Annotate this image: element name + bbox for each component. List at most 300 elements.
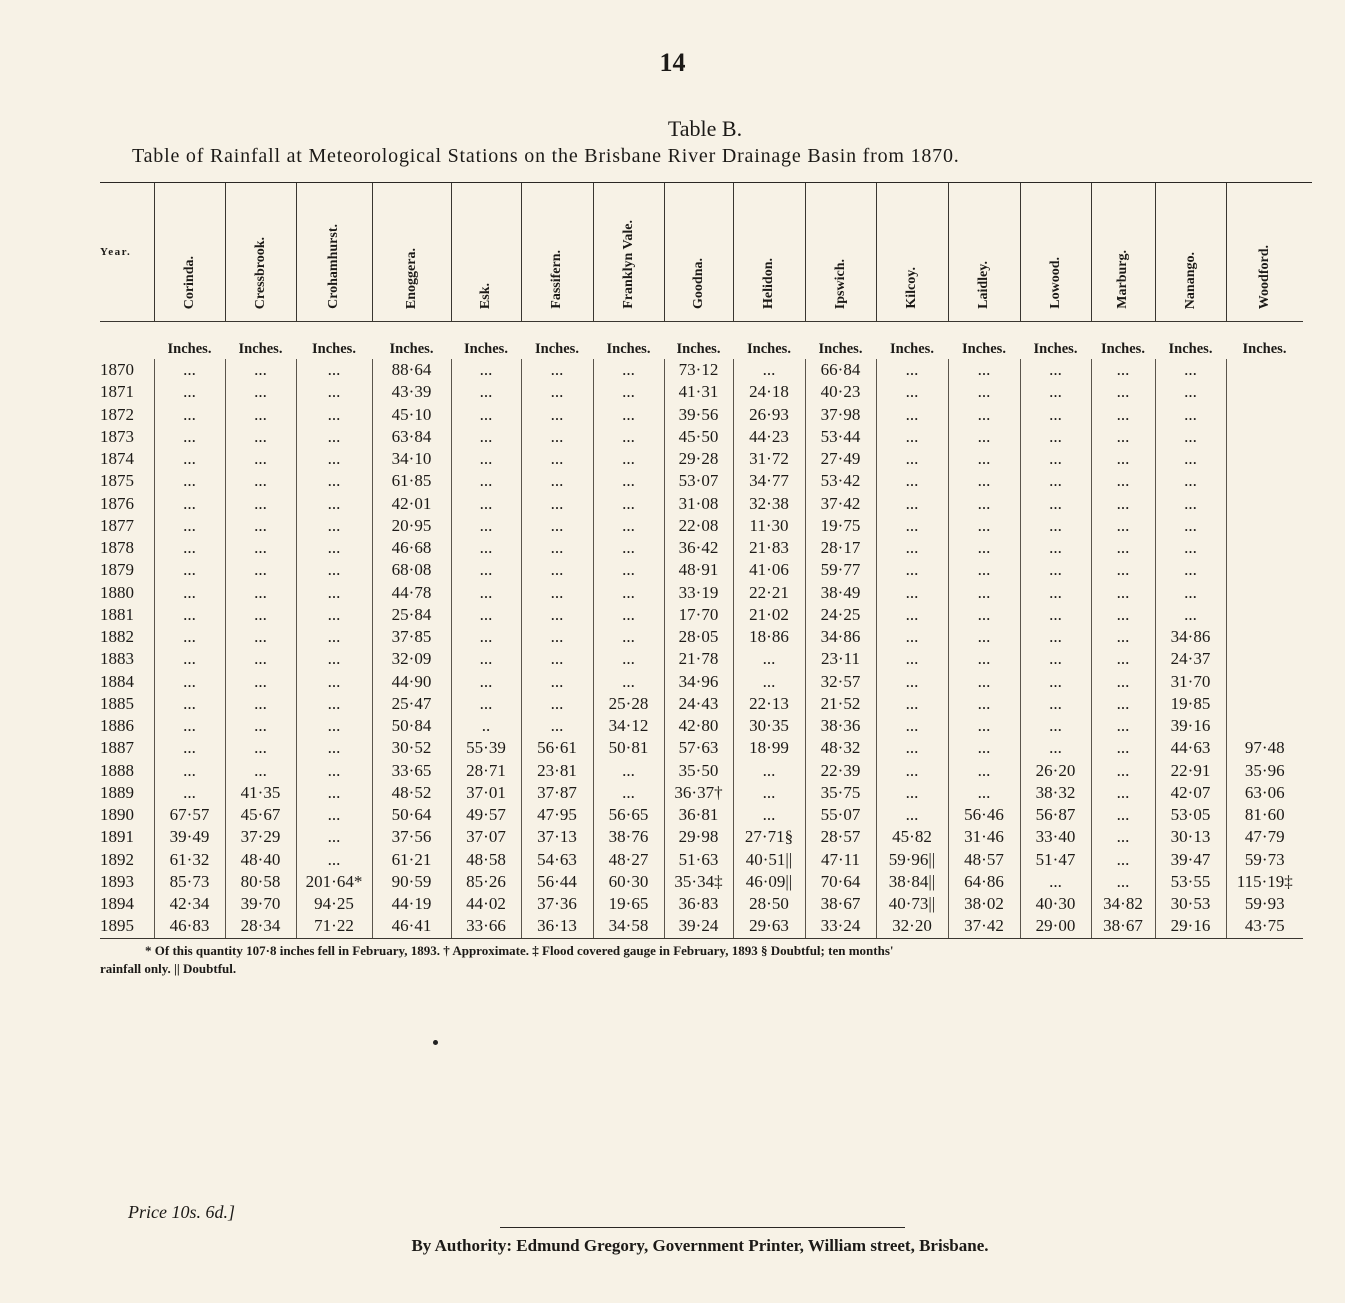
rainfall-cell: ...	[521, 359, 593, 381]
rainfall-cell: ...	[948, 648, 1020, 670]
rainfall-cell: 44·63	[1155, 737, 1226, 759]
rainfall-cell: ...	[451, 448, 521, 470]
unit-label: Inches.	[1020, 322, 1091, 360]
rainfall-cell: ...	[876, 582, 948, 604]
table-row	[100, 381, 1303, 403]
station-header	[296, 183, 372, 322]
rainfall-cell: 31·72	[733, 448, 805, 470]
rainfall-cell: 31·70	[1155, 671, 1226, 693]
rainfall-cell: ...	[1155, 515, 1226, 537]
rainfall-cell: 59·96||	[876, 849, 948, 871]
rainfall-cell: ...	[1155, 559, 1226, 581]
rainfall-cell: 56·44	[521, 871, 593, 893]
year-cell: 1886	[100, 716, 134, 736]
rainfall-cell: 47·79	[1226, 826, 1303, 848]
rainfall-cell: 24·43	[664, 693, 733, 715]
station-name: Crohamhurst.	[326, 224, 341, 309]
station-name: Helidon.	[761, 258, 776, 309]
rainfall-cell: 42·07	[1155, 782, 1226, 804]
table-row	[100, 849, 1303, 871]
rainfall-cell	[1226, 381, 1303, 403]
rainfall-cell: 23·11	[805, 648, 876, 670]
rainfall-cell: ...	[876, 648, 948, 670]
rainfall-cell: 19·65	[593, 893, 664, 915]
rainfall-cell: 53·07	[664, 470, 733, 492]
rainfall-cell: ...	[876, 515, 948, 537]
rainfall-cell: ...	[225, 381, 296, 403]
rainfall-cell: ...	[1020, 559, 1091, 581]
rainfall-cell: 33·65	[372, 760, 451, 782]
rainfall-cell: 71·22	[296, 915, 372, 938]
rainfall-cell: ...	[154, 626, 225, 648]
year-cell: 1895	[100, 915, 154, 938]
units-year-cell	[100, 322, 154, 360]
year-cell: 1876	[100, 493, 134, 513]
station-header	[733, 183, 805, 322]
station-header	[1155, 183, 1226, 322]
year-cell: 1890	[100, 805, 134, 825]
rainfall-cell	[1226, 715, 1303, 737]
rainfall-cell: ...	[593, 648, 664, 670]
rainfall-cell: ...	[225, 582, 296, 604]
rainfall-cell: 37·01	[451, 782, 521, 804]
rainfall-cell: ...	[1155, 381, 1226, 403]
rainfall-cell: ...	[521, 493, 593, 515]
rainfall-cell: ...	[521, 470, 593, 492]
rainfall-cell: 23·81	[521, 760, 593, 782]
table-row	[100, 915, 1303, 938]
table-row	[100, 671, 1303, 693]
rainfall-cell: ...	[521, 426, 593, 448]
rainfall-cell: ...	[521, 537, 593, 559]
rainfall-cell: 31·08	[664, 493, 733, 515]
rainfall-cell: ...	[154, 404, 225, 426]
rainfall-cell: 45·67	[225, 804, 296, 826]
rainfall-cell: 28·17	[805, 537, 876, 559]
rainfall-cell: 45·50	[664, 426, 733, 448]
rainfall-cell: 39·56	[664, 404, 733, 426]
rainfall-cell: 60·30	[593, 871, 664, 893]
rainfall-cell: ...	[1020, 693, 1091, 715]
rainfall-cell: ...	[521, 715, 593, 737]
rainfall-cell: ...	[948, 404, 1020, 426]
rainfall-cell: ...	[948, 737, 1020, 759]
rainfall-cell	[1226, 559, 1303, 581]
rainfall-cell: ...	[876, 760, 948, 782]
rainfall-cell: ...	[1091, 515, 1155, 537]
rainfall-cell: ...	[948, 671, 1020, 693]
rainfall-cell: 35·96	[1226, 760, 1303, 782]
rainfall-cell: ...	[948, 782, 1020, 804]
rainfall-cell: 94·25	[296, 893, 372, 915]
rainfall-cell: 115·19‡	[1226, 871, 1303, 893]
year-cell: 1889	[100, 782, 134, 802]
rainfall-cell: ...	[1091, 626, 1155, 648]
rainfall-cell: ...	[593, 604, 664, 626]
table-row	[100, 804, 1303, 826]
unit-label: Inches.	[372, 322, 451, 360]
rainfall-cell: ...	[593, 381, 664, 403]
rainfall-cell: ...	[154, 537, 225, 559]
rainfall-cell: 37·36	[521, 893, 593, 915]
footnote	[100, 942, 1315, 978]
rainfall-cell: ...	[1020, 715, 1091, 737]
rainfall-cell: ...	[948, 359, 1020, 381]
rainfall-cell: ...	[154, 426, 225, 448]
rainfall-cell: 35·75	[805, 782, 876, 804]
rainfall-cell: 33·19	[664, 582, 733, 604]
rainfall-cell: 40·30	[1020, 893, 1091, 915]
unit-label: Inches.	[948, 322, 1020, 360]
rainfall-cell: 42·34	[154, 893, 225, 915]
rainfall-cell: ...	[593, 782, 664, 804]
table-row	[100, 693, 1303, 715]
rainfall-cell: ...	[1155, 604, 1226, 626]
rainfall-cell: 36·42	[664, 537, 733, 559]
rainfall-cell: ...	[451, 582, 521, 604]
rainfall-cell: ...	[1091, 448, 1155, 470]
rainfall-cell: 30·52	[372, 737, 451, 759]
table-label: Table B.	[667, 116, 743, 141]
rainfall-cell: 30·13	[1155, 826, 1226, 848]
rainfall-cell: 40·73||	[876, 893, 948, 915]
station-header	[1226, 183, 1303, 322]
table-row	[100, 648, 1303, 670]
rainfall-cell: 53·44	[805, 426, 876, 448]
rainfall-cell: ...	[876, 426, 948, 448]
rainfall-cell: ...	[876, 693, 948, 715]
rainfall-cell: ...	[1091, 493, 1155, 515]
rainfall-cell: 38·67	[1091, 915, 1155, 938]
rainfall-cell: ...	[451, 648, 521, 670]
rainfall-cell: ...	[1020, 871, 1091, 893]
year-cell: 1884	[100, 671, 134, 691]
unit-label: Inches.	[154, 322, 225, 360]
rainfall-cell: 201·64*	[296, 871, 372, 893]
rainfall-cell: ...	[876, 671, 948, 693]
rainfall-cell: ...	[948, 426, 1020, 448]
rainfall-cell: ...	[948, 493, 1020, 515]
rainfall-cell: ..	[451, 715, 521, 737]
rainfall-cell: ...	[948, 448, 1020, 470]
rainfall-cell: ...	[154, 582, 225, 604]
rainfall-cell: ...	[1020, 626, 1091, 648]
price-note: Price 10s. 6d.]	[128, 1202, 235, 1222]
rainfall-cell: 50·84	[372, 715, 451, 737]
rainfall-cell: 36·37†	[664, 782, 733, 804]
rainfall-cell: 38·36	[805, 715, 876, 737]
rainfall-cell: ...	[451, 693, 521, 715]
rainfall-cell: ...	[1091, 737, 1155, 759]
rainfall-cell: 85·26	[451, 871, 521, 893]
rainfall-cell: ...	[521, 515, 593, 537]
rainfall-cell: ...	[296, 671, 372, 693]
rainfall-cell	[1226, 671, 1303, 693]
rainfall-cell: ...	[154, 693, 225, 715]
rainfall-cell: ...	[154, 648, 225, 670]
year-cell: 1873	[100, 426, 134, 446]
rainfall-cell: ...	[1020, 537, 1091, 559]
rainfall-cell: 19·85	[1155, 693, 1226, 715]
rainfall-cell: 27·49	[805, 448, 876, 470]
rainfall-cell: 34·12	[593, 715, 664, 737]
rainfall-cell: ...	[225, 426, 296, 448]
unit-label: Inches.	[296, 322, 372, 360]
rainfall-cell: 39·70	[225, 893, 296, 915]
year-cell: 1875	[100, 471, 134, 491]
rainfall-cell: 25·28	[593, 693, 664, 715]
rainfall-cell: ...	[1020, 604, 1091, 626]
unit-label: Inches.	[805, 322, 876, 360]
rainfall-cell: ...	[225, 604, 296, 626]
footnote-line-2: rainfall only. || Doubtful.	[100, 961, 237, 976]
rainfall-cell: ...	[521, 559, 593, 581]
rainfall-cell: 21·83	[733, 537, 805, 559]
rainfall-cell: 41·31	[664, 381, 733, 403]
rainfall-cell: ...	[876, 381, 948, 403]
table-title: Table of Rainfall at Meteorological Stations on the Brisbane River Drainage Basin from 1870.	[132, 145, 960, 167]
rainfall-cell: ...	[876, 359, 948, 381]
rainfall-cell: ...	[296, 826, 372, 848]
rainfall-cell: 46·68	[372, 537, 451, 559]
unit-label: Inches.	[225, 322, 296, 360]
table-row	[100, 871, 1303, 893]
rainfall-cell: 38·32	[1020, 782, 1091, 804]
authority-rule	[500, 1227, 905, 1228]
rainfall-cell: 20·95	[372, 515, 451, 537]
station-name: Nanango.	[1182, 251, 1198, 309]
rainfall-cell: 34·82	[1091, 893, 1155, 915]
rainfall-cell: ...	[948, 470, 1020, 492]
table-row	[100, 582, 1303, 604]
year-cell: 1892	[100, 849, 134, 869]
station-header	[154, 183, 225, 322]
rainfall-cell: 48·58	[451, 849, 521, 871]
rainfall-cell: 32·38	[733, 493, 805, 515]
rainfall-cell: ...	[1020, 737, 1091, 759]
table-row	[100, 782, 1303, 804]
rainfall-cell: ...	[1091, 604, 1155, 626]
station-header	[948, 183, 1020, 322]
rainfall-cell: ...	[1091, 693, 1155, 715]
rainfall-cell: 29·98	[664, 826, 733, 848]
rainfall-cell: 29·16	[1155, 915, 1226, 938]
rainfall-cell: ...	[876, 715, 948, 737]
year-cell: 1882	[100, 627, 134, 647]
rainfall-cell: 34·77	[733, 470, 805, 492]
rainfall-cell: 18·86	[733, 626, 805, 648]
year-cell: 1870	[100, 360, 134, 380]
rainfall-cell: ...	[593, 671, 664, 693]
rainfall-cell: ...	[451, 404, 521, 426]
rainfall-cell: 39·16	[1155, 715, 1226, 737]
rainfall-cell: 46·83	[154, 915, 225, 938]
rainfall-cell: 63·06	[1226, 782, 1303, 804]
rainfall-cell: 48·91	[664, 559, 733, 581]
rainfall-cell: ...	[296, 737, 372, 759]
rainfall-cell: 37·29	[225, 826, 296, 848]
table-row	[100, 893, 1303, 915]
rainfall-cell: 56·65	[593, 804, 664, 826]
rainfall-cell: ...	[733, 760, 805, 782]
rainfall-cell: 61·21	[372, 849, 451, 871]
rainfall-cell: ...	[521, 381, 593, 403]
rainfall-cell: ...	[876, 470, 948, 492]
rainfall-cell: 34·58	[593, 915, 664, 938]
rainfall-cell: 64·86	[948, 871, 1020, 893]
rainfall-cell: ...	[296, 849, 372, 871]
rainfall-cell: ...	[1020, 404, 1091, 426]
rainfall-cell: ...	[296, 804, 372, 826]
rainfall-cell: 28·05	[664, 626, 733, 648]
station-header	[876, 183, 948, 322]
station-header	[1091, 183, 1155, 322]
rainfall-cell: 59·73	[1226, 849, 1303, 871]
rainfall-cell: ...	[1155, 359, 1226, 381]
rainfall-cell: ...	[154, 671, 225, 693]
rainfall-cell: ...	[225, 760, 296, 782]
rainfall-cell: ...	[1091, 559, 1155, 581]
rainfall-cell: ...	[451, 604, 521, 626]
rainfall-cell: 37·13	[521, 826, 593, 848]
rainfall-cell: ...	[225, 359, 296, 381]
table-row	[100, 470, 1303, 492]
rainfall-cell: ...	[451, 515, 521, 537]
rainfall-cell: 22·91	[1155, 760, 1226, 782]
rainfall-cell: ...	[154, 493, 225, 515]
rainfall-cell: ...	[154, 470, 225, 492]
rainfall-cell: 21·52	[805, 693, 876, 715]
unit-label: Inches.	[1226, 322, 1303, 360]
rainfall-cell: ...	[876, 537, 948, 559]
rainfall-cell	[1226, 648, 1303, 670]
rainfall-cell: ...	[296, 515, 372, 537]
rainfall-cell: 40·23	[805, 381, 876, 403]
rainfall-cell: 88·64	[372, 359, 451, 381]
rainfall-cell: 38·76	[593, 826, 664, 848]
rainfall-cell: ...	[154, 359, 225, 381]
rainfall-cell: ...	[296, 537, 372, 559]
station-header-row	[100, 183, 1303, 322]
rainfall-table	[100, 183, 1303, 939]
rainfall-cell: ...	[451, 493, 521, 515]
rainfall-cell: 81·60	[1226, 804, 1303, 826]
year-cell: 1872	[100, 404, 134, 424]
rainfall-cell: 45·10	[372, 404, 451, 426]
rainfall-cell: ...	[1091, 404, 1155, 426]
rainfall-cell: ...	[1091, 826, 1155, 848]
rainfall-cell: 33·40	[1020, 826, 1091, 848]
rainfall-cell: 53·05	[1155, 804, 1226, 826]
unit-label: Inches.	[451, 322, 521, 360]
rainfall-cell: 29·00	[1020, 915, 1091, 938]
year-cell: 1885	[100, 693, 134, 713]
rainfall-cell: 35·34‡	[664, 871, 733, 893]
rainfall-cell: ...	[154, 559, 225, 581]
rainfall-cell: 44·90	[372, 671, 451, 693]
rainfall-cell: ...	[296, 760, 372, 782]
rainfall-cell: ...	[451, 381, 521, 403]
rainfall-cell: ...	[225, 537, 296, 559]
rainfall-cell: 33·66	[451, 915, 521, 938]
rainfall-cell: 26·93	[733, 404, 805, 426]
rainfall-cell: 30·53	[1155, 893, 1226, 915]
rainfall-cell	[1226, 537, 1303, 559]
authority-line: By Authority: Edmund Gregory, Government Printer, William street, Brisbane.	[411, 1236, 989, 1255]
table-row	[100, 359, 1303, 381]
rainfall-cell: 48·40	[225, 849, 296, 871]
rainfall-cell: 73·12	[664, 359, 733, 381]
rainfall-cell: 28·71	[451, 760, 521, 782]
rainfall-cell	[1226, 426, 1303, 448]
rainfall-cell: 70·64	[805, 871, 876, 893]
rainfall-cell: 18·99	[733, 737, 805, 759]
rainfall-cell: ...	[1091, 426, 1155, 448]
rainfall-cell: ...	[1091, 715, 1155, 737]
rainfall-cell: ...	[733, 782, 805, 804]
rainfall-cell: ...	[154, 448, 225, 470]
rainfall-cell: 55·39	[451, 737, 521, 759]
rainfall-cell: ...	[296, 693, 372, 715]
rainfall-cell: ...	[1020, 448, 1091, 470]
rainfall-cell: 48·57	[948, 849, 1020, 871]
rainfall-cell: 59·93	[1226, 893, 1303, 915]
rainfall-cell: ...	[876, 782, 948, 804]
table-row	[100, 448, 1303, 470]
rainfall-cell	[1226, 604, 1303, 626]
rainfall-cell: ...	[1020, 359, 1091, 381]
units-row	[100, 322, 1303, 360]
station-header	[521, 183, 593, 322]
rainfall-cell: ...	[1020, 381, 1091, 403]
rainfall-cell: ...	[593, 559, 664, 581]
rainfall-cell: ...	[296, 359, 372, 381]
rainfall-cell: ...	[733, 648, 805, 670]
rainfall-cell: 37·98	[805, 404, 876, 426]
rainfall-cell	[1226, 404, 1303, 426]
table-row	[100, 426, 1303, 448]
rainfall-cell: ...	[451, 470, 521, 492]
station-name: Esk.	[478, 282, 493, 309]
rainfall-cell	[1226, 448, 1303, 470]
rainfall-cell: 26·20	[1020, 760, 1091, 782]
rainfall-cell: ...	[876, 493, 948, 515]
rainfall-cell: 22·13	[733, 693, 805, 715]
rainfall-cell: 47·95	[521, 804, 593, 826]
rainfall-cell: 32·57	[805, 671, 876, 693]
rainfall-cell: 21·02	[733, 604, 805, 626]
station-header	[593, 183, 664, 322]
rainfall-cell: 45·82	[876, 826, 948, 848]
rainfall-cell: 34·10	[372, 448, 451, 470]
station-name: Goodna.	[690, 258, 706, 309]
station-name: Enoggera.	[403, 247, 419, 309]
rainfall-cell: ...	[876, 448, 948, 470]
rainfall-cell: ...	[593, 426, 664, 448]
rainfall-cell: ...	[948, 760, 1020, 782]
rainfall-cell: ...	[225, 470, 296, 492]
rainfall-cell: ...	[876, 804, 948, 826]
rainfall-cell: ...	[451, 426, 521, 448]
rainfall-cell: 27·71§	[733, 826, 805, 848]
rainfall-cell: 63·84	[372, 426, 451, 448]
rainfall-cell: ...	[225, 404, 296, 426]
rainfall-cell: 38·02	[948, 893, 1020, 915]
rainfall-cell: ...	[733, 671, 805, 693]
rainfall-cell: 43·39	[372, 381, 451, 403]
rainfall-cell: 61·32	[154, 849, 225, 871]
rainfall-cell: ...	[733, 359, 805, 381]
